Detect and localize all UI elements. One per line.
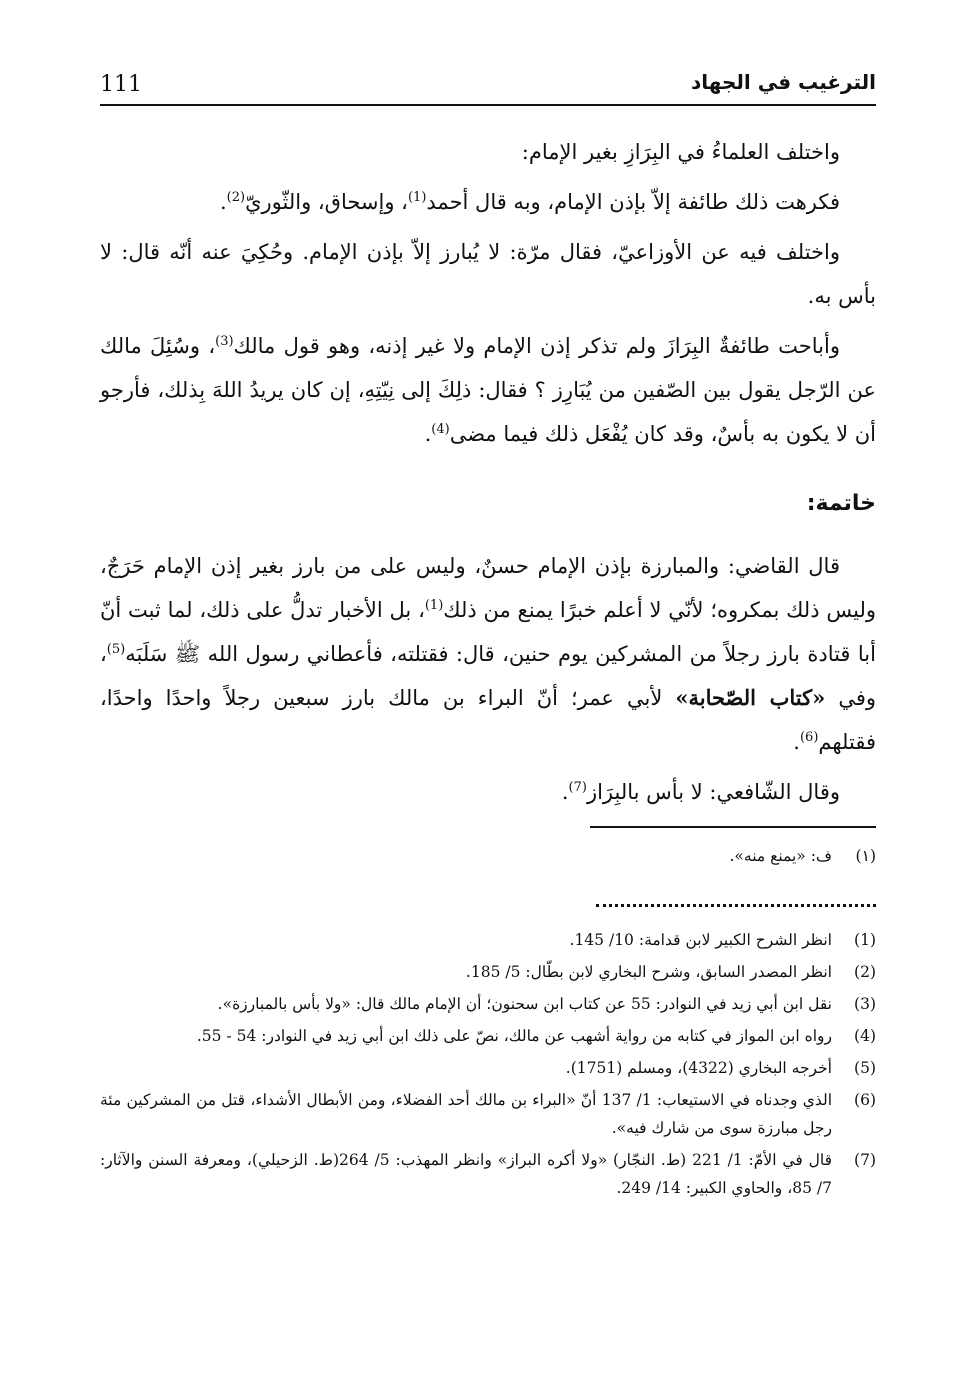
footnote bbox=[100, 1146, 876, 1202]
note-number: (1) bbox=[854, 931, 876, 949]
paragraph-text: قال القاضي: والمبارزة بإذن الإمام حسنٌ، وليس على من بارز بغير إذن الإمام حَرَجٌ، وليس ذلك بمكروه؛ لأنّي لا أعلم خبرًا يمنع من ذلك bbox=[100, 554, 876, 622]
note-number: (2) bbox=[854, 963, 876, 981]
footnote bbox=[100, 1022, 876, 1050]
paragraph-text: ، وإسحاق، والثّوريّ bbox=[245, 190, 408, 214]
paragraph-text: . bbox=[793, 730, 800, 754]
main-text bbox=[100, 130, 876, 820]
paragraph-4 bbox=[100, 324, 876, 456]
footnote-ref-1: (1) bbox=[407, 190, 427, 205]
footnote bbox=[100, 1086, 876, 1142]
paragraph-text: . bbox=[561, 780, 569, 804]
note-number: (5) bbox=[854, 1059, 876, 1077]
paragraph-text: فكرهت ذلك طائفة إلاّ بإذن الإمام، وبه قال أحمد bbox=[426, 190, 840, 214]
note-text: رواه ابن المواز في كتابه من رواية أشهب عن مالك، نصّ على ذلك ابن أبي زيد في النوادر: 54 - 55. bbox=[196, 1027, 832, 1045]
paragraph-text: وأباحت طائفةٌ البِرَازَ ولم تذكر إذن الإمام ولا غير إذنه، وهو قول مالك bbox=[233, 334, 840, 358]
paragraph-text: ، وفي bbox=[100, 642, 877, 710]
footnote-separator bbox=[590, 826, 876, 828]
footnote-ref-4: (4) bbox=[431, 422, 450, 437]
footnotes bbox=[100, 926, 876, 1206]
paragraph-5 bbox=[100, 544, 876, 764]
footnote-ref-1b: (1) bbox=[424, 598, 444, 613]
paragraph-1: واختلف العلماءُ في البِرَازِ بغير الإمام: bbox=[521, 140, 840, 164]
book-title: «كتاب الصّحابة» bbox=[675, 685, 826, 710]
variant-note bbox=[100, 842, 876, 870]
footnote-ref-3: (3) bbox=[215, 334, 234, 349]
page-number: 111 bbox=[100, 72, 142, 97]
note-number: (3) bbox=[854, 995, 876, 1013]
note-text: أخرجه البخاري (4322)، ومسلم (1751). bbox=[565, 1059, 832, 1077]
note-text: انظر الشرح الكبير لابن قدامة: 10/ 145. bbox=[569, 931, 832, 949]
paragraph-3: واختلف فيه عن الأوزاعيّ، فقال مرّة: لا يُبارز إلاّ بإذن الإمام. وحُكِيَ عنه أنّه قال: لا بأس به. bbox=[100, 240, 876, 308]
paragraph-text: ، بل الأخبار تدلُّ على ذلك، لما ثبت أنّ أبا قتادة بارز رجلاً من المشركين يوم حنين، قال: فقتلته، فأعطاني رسول الله ﷺ سَلَبَه bbox=[100, 598, 876, 666]
note-number: (١) bbox=[855, 847, 876, 865]
note-text: انظر المصدر السابق، وشرح البخاري لابن بطّال: 5/ 185. bbox=[465, 963, 832, 981]
footnote bbox=[100, 926, 876, 954]
note-number: (6) bbox=[854, 1091, 876, 1109]
footnote-ref-6: (6) bbox=[799, 730, 819, 745]
variant-notes bbox=[100, 842, 876, 874]
footnote bbox=[100, 1054, 876, 1082]
paragraph-text: لأبي عمر؛ أنّ البراء بن مالك بارز سبعين رجلاً واحدًا واحدًا، فقتلهم bbox=[100, 686, 876, 754]
footnote-ref-5: (5) bbox=[106, 642, 126, 657]
footnote bbox=[100, 990, 876, 1018]
section-heading: خاتمة: bbox=[806, 491, 876, 516]
paragraph-text: وقال الشّافعي: لا بأس بالبِرَاز bbox=[586, 780, 840, 804]
running-title: الترغيب في الجهاد bbox=[691, 70, 876, 94]
footnote bbox=[100, 958, 876, 986]
paragraph-text: ، وسُئِلَ مالك عن الرّجل يقول بين الصّفين من يُبَارِز ؟ فقال: ذلِكَ إلى نِيّتِهِ، إن كان يريدُ اللهَ بِذلك، فأرجو أن لا يكون به بأسٌ، وقد كان يُفْعَل ذلك فيما مضى bbox=[100, 334, 876, 446]
note-text: قال في الأمّ: 1/ 221 (ط. النجّار) «ولا أكره البراز» وانظر المهذب: 5/ 264(ط. الزحيلي)، ومعرفة السنن والآثار: 7/ 85، والحاوي الكبير: 14/ 249. bbox=[100, 1151, 833, 1197]
page-header bbox=[100, 70, 876, 106]
paragraph-6 bbox=[100, 770, 876, 814]
note-text: الذي وجدناه في الاستيعاب: 1/ 137 أنّ «البراء بن مالك أحد الفضلاء، ومن الأبطال الأشداء، قتل من المشركين مئة رجل مبارزة سوى من شارك فيه». bbox=[100, 1091, 832, 1137]
paragraph-text: . bbox=[424, 422, 432, 446]
dotted-separator bbox=[596, 904, 876, 907]
note-number: (7) bbox=[854, 1151, 876, 1169]
note-text: نقل ابن أبي زيد في النوادر: 55 عن كتاب ابن سحنون؛ أن الإمام مالك قال: «ولا بأس بالمبارزة». bbox=[217, 995, 832, 1013]
note-text: ف: «يمنع منه». bbox=[729, 847, 832, 865]
paragraph-2 bbox=[100, 180, 876, 224]
paragraph-text: . bbox=[219, 190, 227, 214]
footnote-ref-2: (2) bbox=[226, 190, 246, 205]
footnote-ref-7: (7) bbox=[568, 780, 587, 795]
note-number: (4) bbox=[854, 1027, 876, 1045]
